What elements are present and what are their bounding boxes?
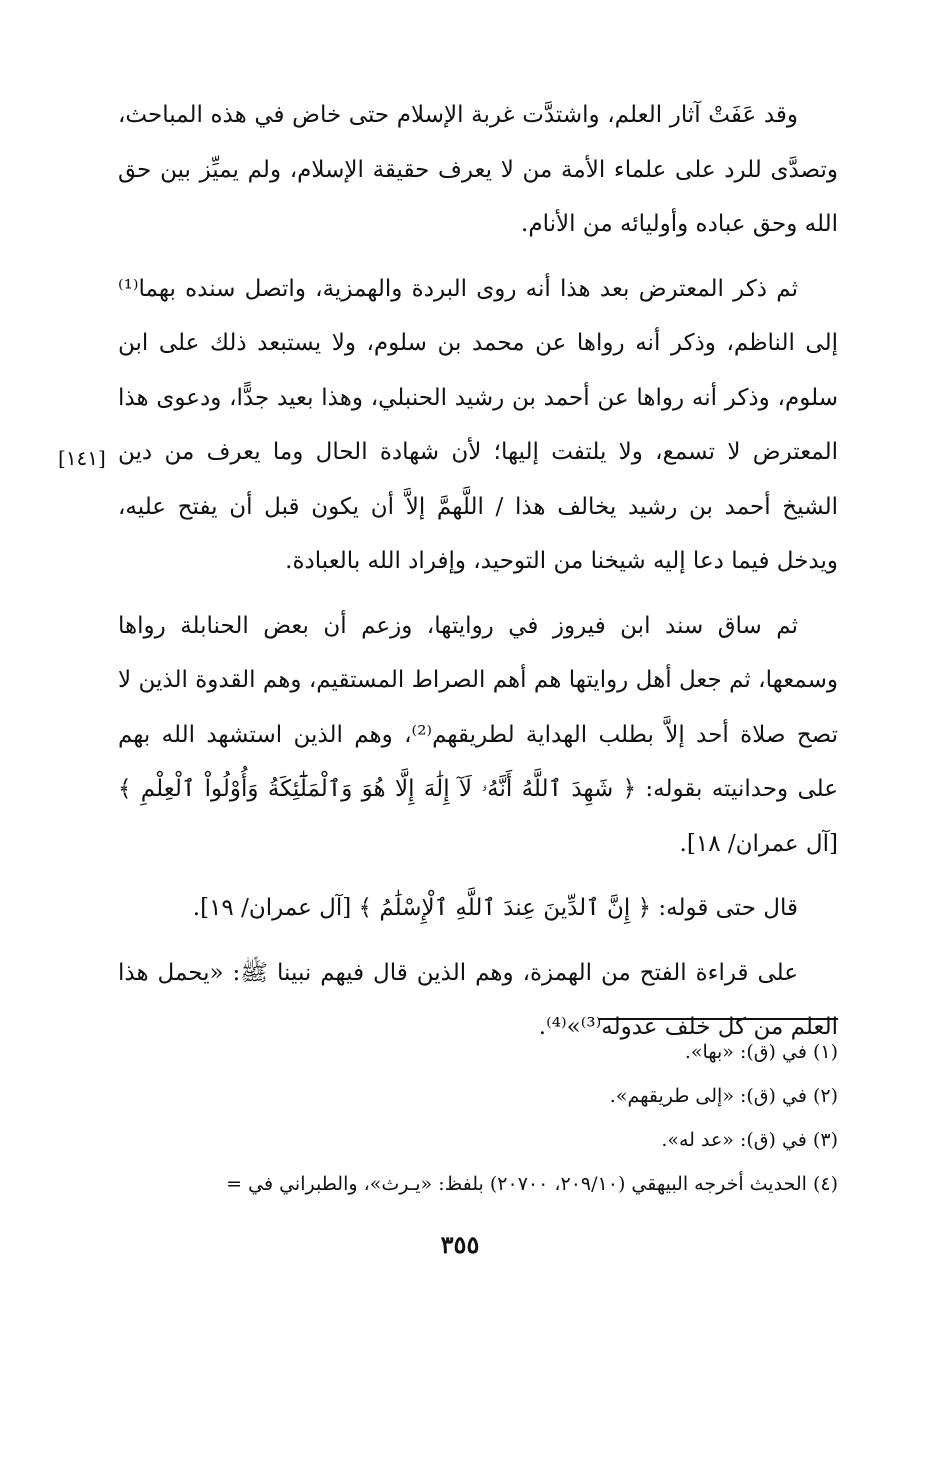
footnote-separator: [598, 1018, 838, 1020]
manuscript-folio-marker: [١٤١]: [58, 446, 106, 470]
main-text: [118, 88, 838, 1055]
page-number: ٣٥٥: [440, 1230, 480, 1259]
paragraph-4: قال حتى قوله: ﴿ إِنَّ ٱلدِّينَ عِندَ ٱللَّهِ ٱلْإِسْلَٰمُ ﴾ [آل عمران/ ١٩].: [192, 895, 798, 921]
footnotes: [100, 1030, 838, 1206]
paragraph-1: وقد عَفَتْ آثار العلم، واشتدَّت غربة الإسلام حتى خاض في هذه المباحث، وتصدَّى للرد على علماء الأمة من لا يعرف حقيقة الإسلام، ولم يميِّز بين حق الله وحق عباده وأوليائه من الأنام.: [118, 102, 838, 237]
footnote-4: (٤) الحديث أخرجه البيهقي (٢٠٩/١٠، ٢٠٧٠٠) بلفظ: «يـرث»، والطبراني في =: [226, 1173, 838, 1195]
paragraph-2: ثم ذكر المعترض بعد هذا أنه روى البردة والهمزية، واتصل سنده بهما⁽¹⁾ إلى الناظم، وذكر أنه رواها عن محمد بن سلوم، ولا يستبعد ذلك على ابن سلوم، وذكر أنه رواها عن أحمد بن رشيد الحنبلي، وهذا بعيد جدًّا، ودعوى هذا المعترض لا تسمع، ولا يلتفت إليها؛ لأن شهادة الحال وما يعرف من دين الشيخ أحمد بن رشيد يخالف هذا / اللَّهمَّ إلاَّ أن يكون قبل أن يفتح عليه، ويدخل فيما دعا إليه شيخنا من التوحيد، وإفراد الله بالعبادة.: [118, 275, 838, 574]
footnote-2: (٢) في (ق): «إلى طريقهم».: [609, 1085, 838, 1107]
paragraph-3: ثم ساق سند ابن فيروز في روايتها، وزعم أن بعض الحنابلة رواها وسمعها، ثم جعل أهل روايتها هم أهم الصراط المستقيم، وهم القدوة الذين لا تصح صلاة أحد إلاَّ بطلب الهداية لطريقهم⁽²⁾، وهم الذين استشهد الله بهم على وحدانيته بقوله: ﴿ شَهِدَ ٱللَّهُ أَنَّهُۥ لَآ إِلَٰهَ إِلَّا هُوَ وَٱلْمَلَٰٓئِكَةُ وَأُوْلُواْ ٱلْعِلْمِ ﴾ [آل عمران/ ١٨].: [118, 612, 839, 857]
footnote-1: (١) في (ق): «بها».: [684, 1041, 838, 1063]
paragraph-5: على قراءة الفتح من الهمزة، وهم الذين قال فيهم نبينا ﷺ: «يحمل هذا العلم من كل خلف عدوله⁽³⁾»⁽⁴⁾.: [118, 959, 838, 1040]
footnote-3: (٣) في (ق): «عد له».: [661, 1129, 838, 1151]
